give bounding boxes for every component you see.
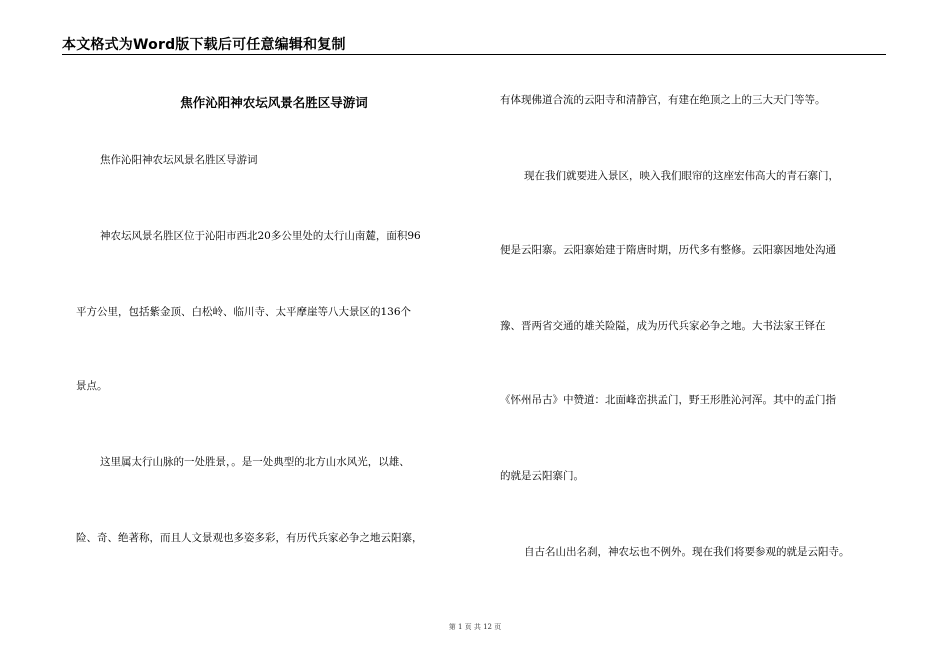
download-banner: 本文格式为Word版下载后可任意编辑和复制	[62, 37, 346, 53]
right-column	[500, 80, 890, 600]
paragraph-line: 神农坛风景名胜区位于沁阳市西北20多公里处的太行山南麓，面积96	[100, 230, 421, 242]
left-column	[76, 80, 472, 600]
header-rule	[62, 54, 886, 55]
document-title: 焦作沁阳神农坛风景名胜区导游词	[180, 95, 368, 110]
paragraph-line: 的就是云阳寨门。	[500, 470, 584, 482]
paragraph-line: 现在我们就要进入景区，映入我们眼帘的这座宏伟高大的青石寨门，	[524, 170, 839, 182]
paragraph-line: 豫、晋两省交通的雄关险隘，成为历代兵家必争之地。大书法家王铎在	[500, 320, 826, 332]
paragraph-line: 平方公里，包括紫金顶、白松岭、临川寺、太平摩崖等八大景区的136个	[76, 306, 412, 318]
paragraph-line: 便是云阳寨。云阳寨始建于隋唐时期，历代多有整修。云阳寨因地处沟通	[500, 244, 836, 256]
paragraph-line: 《怀州吊古》中赞道：北面峰峦拱孟门，野王形胜沁河浑。其中的孟门指	[500, 394, 836, 406]
paragraph-line: 自古名山出名刹，神农坛也不例外。现在我们将要参观的就是云阳寺。	[524, 546, 850, 558]
page-number: 第 1 页 共 12 页	[448, 623, 502, 631]
paragraph-line: 景点。	[76, 380, 108, 392]
paragraph-line: 险、奇、绝著称，而且人文景观也多姿多彩，有历代兵家必争之地云阳寨，	[76, 532, 423, 544]
paragraph-line: 这里属太行山脉的一处胜景，。是一处典型的北方山水风光，以雄、	[100, 456, 410, 468]
paragraph-line: 焦作沁阳神农坛风景名胜区导游词	[100, 154, 258, 166]
paragraph-line: 有体现佛道合流的云阳寺和清静宫，有建在绝顶之上的三大天门等等。	[500, 94, 826, 106]
